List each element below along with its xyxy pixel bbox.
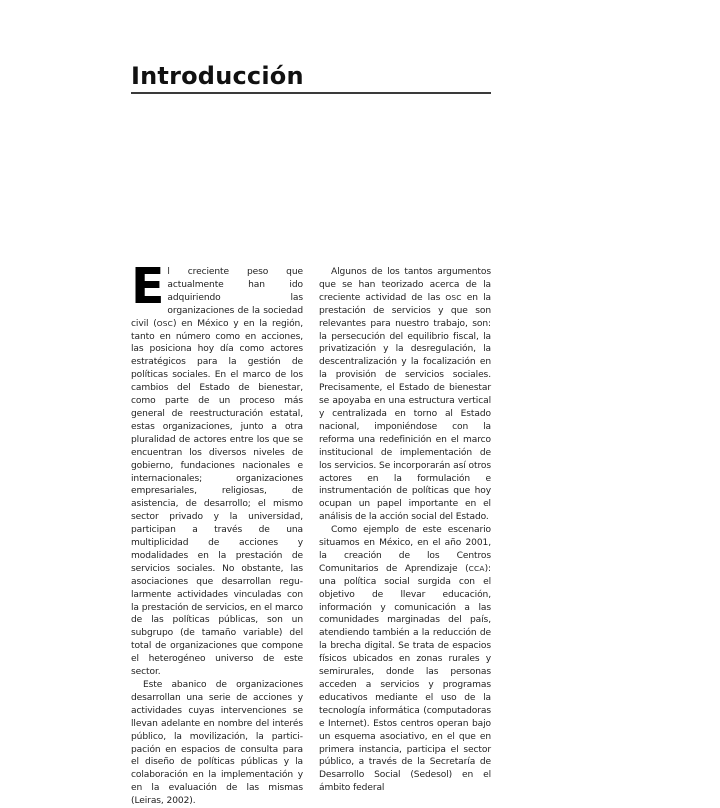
text-column-right: [319, 266, 491, 795]
drop-cap: E: [131, 258, 165, 315]
text-column-left: [131, 258, 303, 808]
paragraph: [319, 266, 491, 524]
paragraph-text: en la prestación de servicios y que son relevantes para nuestro trabajo, son: la persecución del equilibrio fiscal, la privatización y la desregulación, la descentralización y la focalización en la provisión de servicios sociales. Precisamente, el Estado de bienestar se apoyaba en una estructura vertical y centralizada en torno al Estado nacional, imponiéndose con la reforma una redefinición en el marco institucional de implementación de los servicios. Se incorporarán así otros actores en la formulación e instrumentación de políticas que hoy ocupan un papel importante en el análisis de la acción social del Estado.: [319, 292, 492, 523]
title-rule: [131, 92, 491, 94]
abbreviation: OSC: [445, 292, 462, 302]
paragraph-text: l creciente peso que actualmente han ido adquiriendo las organizaciones de la sociedad civil (: [131, 267, 303, 329]
paragraph: [319, 524, 491, 795]
paragraph-text: ) en México y en la región, tanto en número como en acciones, las posiciona hoy día como actores estratégicos para la gestión de políticas sociales. En el marco de los cambios del Estado de bienestar, como parte de un proceso más general de reestructuración estatal, estas organizaciones, junto a otra pluralidad de actores entre los que se encuentran los diversos niveles de gobierno, fundaciones nacionales e internacionales; organizaciones empresariales, religiosas, de asistencia, de desarrollo; el mismo sector privado y la universidad, participan a través de una multiplicidad de acciones y modalidades en la prestación de servicios sociales. No obstante, las asociaciones que desarrollan regularmente actividades vinculadas con la prestación de servicios, en el marco de las políticas públicas, son un subgrupo (de tamaño variable) del total de organizaciones que compone el heterogéneo universo de este sector.: [131, 318, 303, 678]
abbreviation: OSC: [156, 318, 174, 328]
abbreviation: CCA: [468, 563, 485, 573]
paragraph-text: ): una política social surgida con el objetivo de llevar educación, información y comunicación a las comunidades marginadas del país, atendiendo también a la reducción de la brecha digital. Se trata de espacios físicos ubicados en zonas rurales y semirurales, donde las personas acceden a servicios y programas educativos mediante el uso de la tecnología informática (computadoras e Internet). Estos centros operan bajo un esquema asociativo, en el que en primera instancia, participa el sector público, a través de la Secretaría de Desarrollo Social (Sedesol) en el ámbito federal: [319, 563, 491, 794]
paragraph: [131, 258, 303, 679]
paragraph-text: Algunos de los tantos argumentos que se han teorizado acerca de la creciente actividad de las: [319, 267, 491, 303]
page-title: Introducción: [131, 62, 304, 90]
paragraph-text: Como ejemplo de este escenario situamos en México, en el año 2001, la creación de los Centros Comunitarios de Aprendizaje (: [319, 525, 491, 574]
paragraph: Este abanico de organizaciones desarrollan una serie de acciones y actividades cuyas intervenciones se llevan adelante en nombre del interés público, la movilización, la participación en espacios de consulta para el diseño de políticas públicas y la colaboración en la implementación y en la evaluación de las mismas (Leiras, 2002).: [131, 680, 303, 807]
